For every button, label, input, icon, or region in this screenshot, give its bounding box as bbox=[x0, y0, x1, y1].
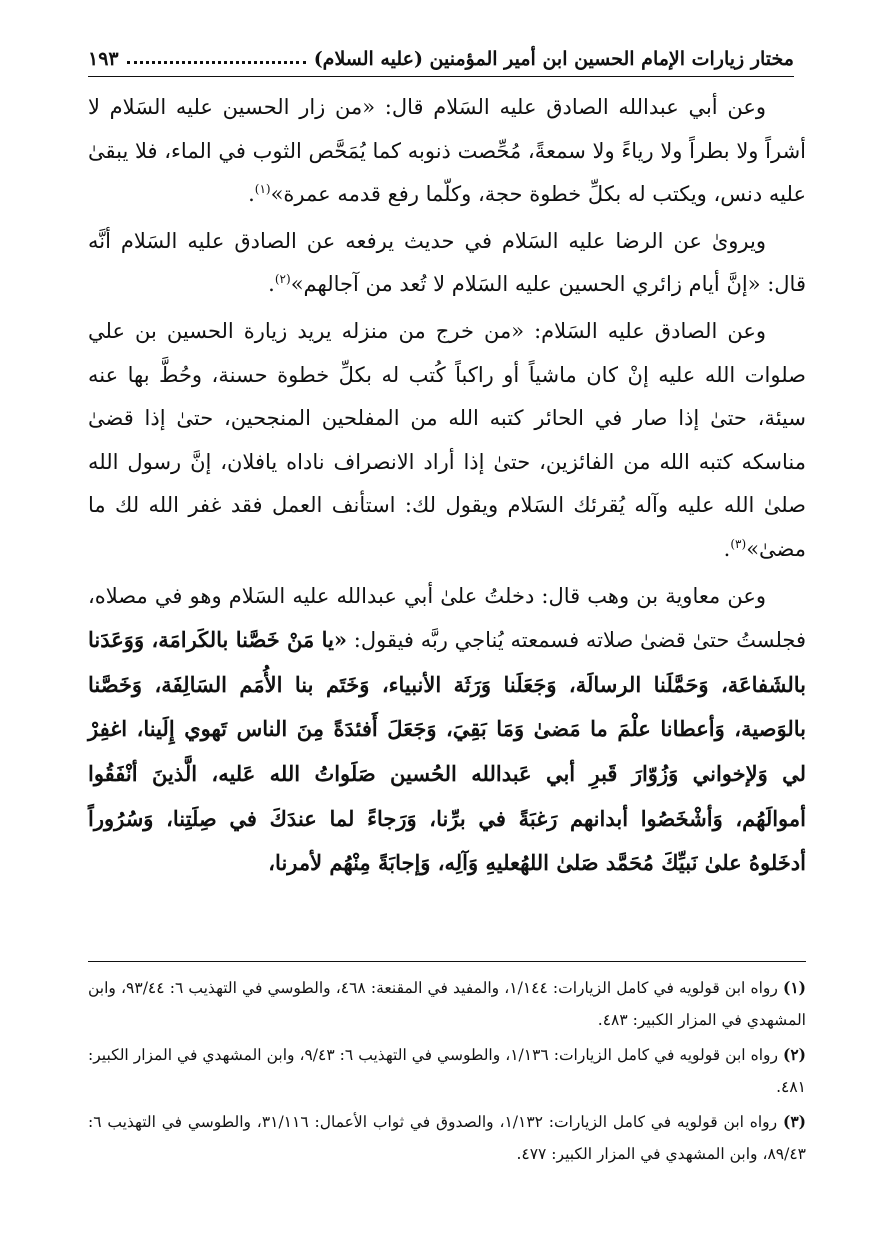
supplication-quote: «يا مَنْ خَصَّنا بالكَرامَة، وَوَعَدَنا بالشَفاعَة، وَحَمَّلَنا الرسالَة، وَجَعَلَنا وَرَثَة الأنبياء، وَخَتَم بنا الأُمَم السَالِفَة، وَخَصَّنا بالوَصية، وَأعطانا علْمَ ما مَضىٰ وَمَا بَقِيَ، وَجَعَلَ أَفئدَةً مِنَ الناس تَهوي إِلَينا، اغفِرْ لي وَلإخواني وَزُوّارَ قَبرِ أبي عَبدالله الحُسين صَلَواتُ الله عَليه، الَّذينَ أنْفَقُوا أموالَهُم، وَأشْخَصُوا أبدانهم رَغبَةً في برِّنا، وَرَجاءً لما عندَكَ في صِلَتِنا، وَسُرُوراً أدخَلوهُ علىٰ نَبيِّكَ مُحَمَّد صَلىٰ اللهُعليهِ وَآلِه، وَإجابَةً مِنْهُم لأمرنا، bbox=[88, 627, 806, 876]
footnote-text: رواه ابن قولويه في كامل الزيارات: ١/١٣٦، والطوسي في التهذيب ٦: ٩/٤٣، وابن المشهدي في المزار الكبير: ٤٨١. bbox=[88, 1046, 806, 1096]
paragraph: وعن أبي عبدالله الصادق عليه السَلام قال: «من زار الحسين عليه السَلام لا أشراً ولا بطراً ولا رياءً ولا سمعةً، مُحِّصت ذنوبه كما يُمَحَّص الثوب في الماء، فلا يبقىٰ عليه دنس، ويكتب له بكلِّ خطوة حجة، وكلّما رفع قدمه عمرة»$^{(١)}$. bbox=[88, 95, 806, 207]
paragraph-text: وعن الصادق عليه السَلام: «من خرج من منزله يريد زيارة الحسين بن علي صلوات الله عليه إنْ كان ماشياً أو راكباً كُتب له بكلِّ خطوة حسنة، وحُطَّ بها عنه سيئة، حتىٰ إذا صار في الحائر كتبه الله من المفلحين المنجحين، حتىٰ إذا قضىٰ مناسكه كتبه الله من الفائزين، حتىٰ إذا أراد الانصراف ناداه يافلان، إنَّ رسول الله صلىٰ الله عليه وآله يُقرئك السَلام ويقول لك: استأنف العمل فقد غفر الله لك ما مضىٰ» bbox=[88, 318, 806, 561]
header-title: مختار زيارات الإمام الحسين ابن أمير المؤمنين (عليه السلام) bbox=[313, 48, 794, 70]
footnote-divider bbox=[88, 961, 806, 962]
footnote-reference: (١) bbox=[254, 182, 271, 197]
footnote bbox=[88, 1106, 806, 1170]
footnote-number: (٢) bbox=[782, 1045, 806, 1064]
footnote-number: (٣) bbox=[782, 1112, 806, 1131]
footnote-text: رواه ابن قولويه في كامل الزيارات: ١/١٣٢، والصدوق في ثواب الأعمال: ٣١/١١٦، والطوسي في التهذيب ٦: ٨٩/٤٣، وابن المشهدي في المزار الكبير: ٤٧٧. bbox=[88, 1113, 806, 1163]
footnote-reference: (٢) bbox=[274, 272, 291, 287]
footnotes bbox=[88, 972, 806, 1170]
paragraph: ويروىٰ عن الرضا عليه السَلام في حديث يرفعه عن الصادق عليه السَلام أنَّه قال: «إنَّ أيام زائري الحسين عليه السَلام لا تُعد من آجالهم»$^{(٢)}$. bbox=[88, 228, 806, 297]
footnote-reference: (٣) bbox=[730, 536, 747, 551]
paragraph bbox=[88, 575, 806, 886]
footnote bbox=[88, 972, 806, 1036]
paragraph-text: وعن أبي عبدالله الصادق عليه السَلام قال: «من زار الحسين عليه السَلام لا أشراً ولا بطراً ولا رياءً ولا سمعةً، مُحِّصت ذنوبه كما يُمَحَّص الثوب في الماء، فلا يبقىٰ عليه دنس، ويكتب له بكلِّ خطوة حجة، وكلّما رفع قدمه عمرة» bbox=[88, 95, 806, 207]
footnote bbox=[88, 1039, 806, 1103]
paragraph: وعن الصادق عليه السَلام: «من خرج من منزله يريد زيارة الحسين بن علي صلوات الله عليه إنْ كان ماشياً أو راكباً كُتب له بكلِّ خطوة حسنة، وحُطَّ بها عنه سيئة، حتىٰ إذا صار في الحائر كتبه الله من المفلحين المنجحين، حتىٰ إذا قضىٰ مناسكه كتبه الله من الفائزين، حتىٰ إذا أراد الانصراف ناداه يافلان، إنَّ رسول الله صلىٰ الله عليه وآله يُقرئك السَلام ويقول لك: استأنف العمل فقد غفر الله لك ما مضىٰ»$^{(٣)}$. bbox=[88, 318, 806, 561]
header-divider bbox=[88, 76, 794, 77]
header-leader-dots bbox=[127, 61, 306, 64]
paragraph-intro: وعن معاوية بن وهب قال: دخلتُ علىٰ أبي عبدالله عليه السَلام وهو في مصلاه، فجلستُ حتىٰ قضىٰ صلاته فسمعته يُناجي ربَّه فيقول: bbox=[88, 583, 806, 653]
paragraph-text: ويروىٰ عن الرضا عليه السَلام في حديث يرفعه عن الصادق عليه السَلام أنَّه قال: «إنَّ أيام زائري الحسين عليه السَلام لا تُعد من آجالهم» bbox=[88, 228, 806, 297]
page-number: ١٩٣ bbox=[88, 48, 119, 70]
footnote-number: (١) bbox=[783, 978, 807, 997]
running-header bbox=[88, 34, 794, 70]
main-text bbox=[88, 86, 806, 886]
footnote-text: رواه ابن قولويه في كامل الزيارات: ١/١٤٤، والمفيد في المقنعة: ٤٦٨، والطوسي في التهذيب ٦: ٩٣/٤٤، وابن المشهدي في المزار الكبير: ٤٨٣. bbox=[88, 979, 806, 1029]
